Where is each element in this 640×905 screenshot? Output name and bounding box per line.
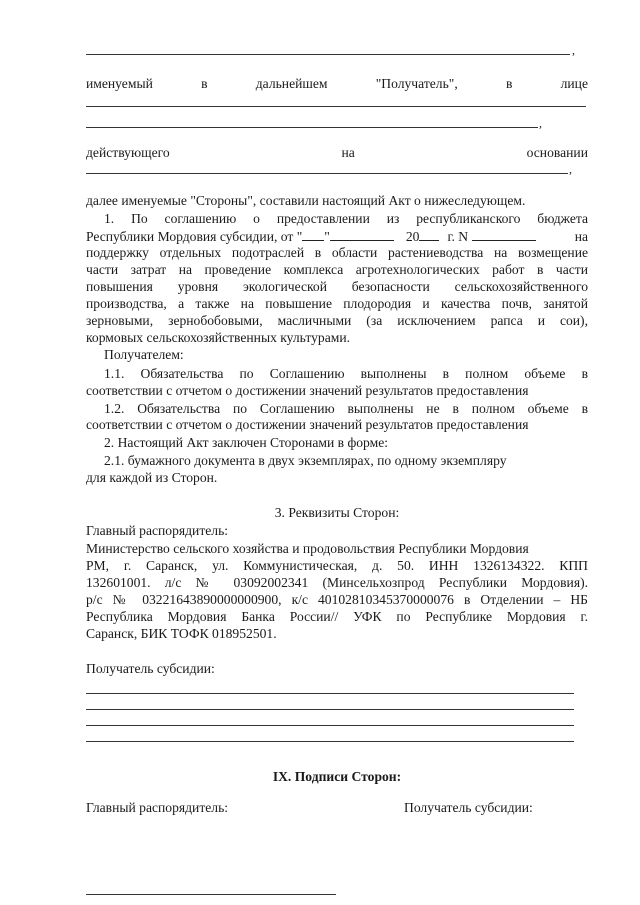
signature-right-label: Получатель субсидии: <box>404 800 533 815</box>
p1-line-9: Получателем: <box>104 347 184 362</box>
word: на <box>341 145 355 160</box>
blank-line-representative-2 <box>86 127 538 128</box>
word: в <box>505 76 513 91</box>
blank-line-representative <box>86 106 586 107</box>
number-label: г. N <box>447 229 469 244</box>
p2-line-3: для каждой из Сторон. <box>86 470 218 485</box>
recipient-blank-line-1 <box>86 693 574 694</box>
quote-mark: " <box>324 229 330 244</box>
p1-line-7: зерновыми, зернобобовыми, масличными (за исключением рапса и сои), <box>86 313 588 328</box>
named-recipient-line <box>86 76 588 92</box>
word: "Получатель", <box>375 76 458 91</box>
ministry-account: 132601001. л/с № 03092002341 (Минсельхозпрод Республики Мордовия). <box>86 575 588 590</box>
p2-line-1: 2. Настоящий Акт заключен Сторонами в форме: <box>104 435 389 450</box>
p1-line-2 <box>86 228 588 245</box>
word: основании <box>526 145 588 160</box>
word: именуемый <box>86 76 153 91</box>
year-blank <box>419 228 439 241</box>
word: действующего <box>86 145 170 160</box>
ministry-name: Министерство сельского хозяйства и продовольствия Республики Мордовия <box>86 541 529 556</box>
p11-line-1: 1.1. Обязательства по Соглашению выполнены в полном объеме в <box>104 366 588 381</box>
main-administrator-label: Главный распорядитель: <box>86 523 229 538</box>
p12-line-1: 1.2. Обязательства по Соглашению выполнены не в полном объеме в <box>104 401 588 416</box>
ministry-bik: Саранск, БИК ТОФК 018952501. <box>86 626 277 641</box>
ministry-bank: Республика Мордовия Банка России// УФК по Республике Мордовия г. <box>86 609 588 624</box>
comma-mark: , <box>539 116 542 130</box>
p1-line-4: части затрат на проведение комплекса агротехнологических работ в части <box>86 262 588 277</box>
comma-mark: , <box>569 162 572 176</box>
recipient-blank-line-3 <box>86 725 574 726</box>
p1-line-3: поддержку отдельных подотраслей в области растениеводства на возмещение <box>86 245 588 260</box>
month-blank <box>330 228 394 241</box>
comma-mark: , <box>572 43 575 57</box>
ministry-bank-account: р/с № 03221643890000000900, к/с 40102810345370000076 в Отделении – НБ <box>86 592 588 607</box>
signature-left-label: Главный распорядитель: <box>86 800 229 815</box>
ministry-address: РМ, г. Саранск, ул. Коммунистическая, д. 50. ИНН 1326134322. КПП <box>86 558 588 573</box>
requisites-heading: 3. Реквизиты Сторон: <box>274 505 400 520</box>
recipient-blank-line-2 <box>86 709 574 710</box>
word: на <box>574 229 588 244</box>
word: лице <box>560 76 588 91</box>
recipient-blank-line-4 <box>86 741 574 742</box>
year-prefix: 20 <box>405 229 420 244</box>
blank-line-party <box>86 54 570 55</box>
p11-line-2: соответствии с отчетом о достижении значений результатов предоставления <box>86 383 529 398</box>
number-blank <box>472 228 536 241</box>
recipient-label: Получатель субсидии: <box>86 661 215 676</box>
day-blank <box>302 228 324 241</box>
acting-basis-line <box>86 145 588 161</box>
blank-line-basis <box>86 173 568 174</box>
p1-line-8: кормовых сельскохозяйственных культурами. <box>86 330 351 345</box>
intro-text: далее именуемые "Стороны", составили настоящий Акт о нижеследующем. <box>86 193 526 208</box>
signatures-heading: IX. Подписи Сторон: <box>272 769 402 784</box>
p1-line-6: производства, а также на повышение плодородия и качества почв, занятой <box>86 296 588 311</box>
word: в <box>201 76 208 91</box>
footnote-separator <box>86 894 336 895</box>
word: дальнейшем <box>255 76 328 91</box>
p2-line-2: 2.1. бумажного документа в двух экземплярах, по одному экземпляру <box>104 453 507 468</box>
p12-line-2: соответствии с отчетом о достижении значений результатов предоставления <box>86 417 529 432</box>
agreement-date-prefix: Республики Мордовия субсидии, от " <box>86 229 303 244</box>
p1-line-1: 1. По соглашению о предоставлении из республиканского бюджета <box>104 211 588 226</box>
p1-line-5: повышения уровня экологической безопасности сельскохозяйственного <box>86 279 588 294</box>
